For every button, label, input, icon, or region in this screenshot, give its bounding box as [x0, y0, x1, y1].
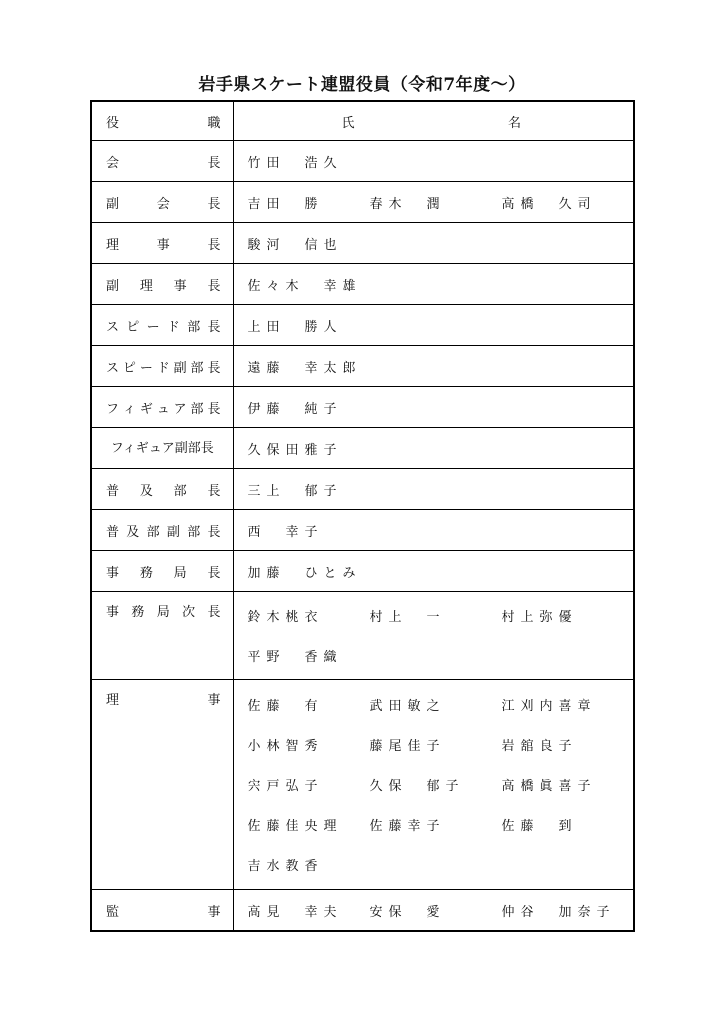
names-line [248, 596, 622, 636]
role-char: 普 [106, 483, 120, 499]
role-char: ー [146, 319, 160, 335]
person-name: 小林智秀 [247, 739, 324, 754]
names-line [248, 551, 622, 591]
names-line [248, 346, 622, 386]
table-row [91, 890, 634, 932]
person-name: 高橋 久司 [501, 196, 597, 212]
person-name: 春木 潤 [369, 196, 446, 212]
role-char: 長 [207, 565, 221, 581]
person-name: 伊藤 純子 [247, 401, 343, 417]
person-name: 吉水教香 [247, 859, 324, 874]
role-char: 長 [207, 196, 221, 212]
role-char: 理 [106, 237, 120, 253]
person-name: 駿河 信也 [247, 237, 343, 253]
role-char: 務 [139, 565, 153, 581]
role-cell [91, 223, 233, 264]
names-line [248, 387, 622, 427]
names-line [248, 685, 622, 725]
role-char: 部 [146, 524, 160, 540]
table-row [91, 551, 634, 592]
role-char: ド [156, 360, 170, 376]
person-name: 高橋眞喜子 [501, 779, 597, 794]
person-name: 江刈内喜章 [501, 699, 597, 714]
names-cell [233, 264, 634, 305]
role-char: 長 [207, 483, 221, 499]
names-line [248, 141, 622, 181]
names-cell [233, 592, 634, 680]
role-char: 長 [207, 524, 221, 540]
role-char: 次 [182, 605, 196, 620]
header-role-char: 役 [106, 115, 120, 131]
person-name: 岩舘良子 [501, 739, 578, 754]
names-cell [233, 305, 634, 346]
role-char: 長 [207, 155, 221, 171]
role-cell [91, 182, 233, 223]
role-char: 会 [156, 196, 170, 212]
role-char: 副 [106, 278, 120, 294]
role-char: ギ [139, 401, 153, 417]
header-name-char: 氏 [341, 115, 355, 131]
names-line [248, 725, 622, 765]
role-label: フィギュア副部長 [110, 440, 214, 456]
role-char: 長 [207, 237, 221, 253]
role-char: 事 [173, 278, 187, 294]
role-cell [91, 551, 233, 592]
role-cell [91, 387, 233, 428]
header-name-cell [233, 101, 634, 141]
names-line [248, 264, 622, 304]
role-char: ー [139, 360, 153, 376]
role-char: 長 [207, 360, 221, 376]
role-cell [91, 592, 233, 680]
role-cell [91, 890, 233, 932]
person-name: 上田 勝人 [247, 319, 343, 335]
names-line [248, 890, 622, 930]
names-line [248, 223, 622, 263]
names-cell [233, 387, 634, 428]
names-cell [233, 346, 634, 387]
names-line [248, 765, 622, 805]
person-name: 加藤 ひとみ [247, 565, 362, 581]
table-row [91, 305, 634, 346]
role-char: ア [173, 401, 187, 417]
role-char: 理 [106, 693, 120, 708]
role-char: 副 [106, 196, 120, 212]
role-cell [91, 428, 233, 469]
person-name: 鈴木桃衣 [247, 610, 324, 625]
table-row [91, 387, 634, 428]
table-row [91, 346, 634, 387]
person-name: 久保 郁子 [369, 779, 465, 794]
names-line [248, 305, 622, 345]
role-char: 長 [207, 401, 221, 417]
person-name: 平野 香織 [247, 650, 343, 665]
person-name: 吉田 勝 [247, 196, 324, 212]
role-char: 長 [207, 319, 221, 335]
person-name: 藤尾佳子 [369, 739, 446, 754]
role-char: ュ [156, 401, 170, 417]
table-row [91, 592, 634, 680]
role-char: 事 [207, 904, 221, 920]
names-line [248, 805, 622, 845]
names-line [248, 469, 622, 509]
person-name: 佐藤幸子 [369, 819, 446, 834]
names-cell [233, 510, 634, 551]
person-name: 西 幸子 [247, 524, 324, 540]
person-name: 佐藤 有 [247, 699, 324, 714]
role-char: ス [106, 319, 120, 335]
role-char: 副 [166, 524, 180, 540]
table-row [91, 141, 634, 182]
person-name: 佐藤佳央理 [247, 819, 343, 834]
role-char: 及 [139, 483, 153, 499]
names-cell [233, 223, 634, 264]
role-cell [91, 264, 233, 305]
role-char: 務 [131, 605, 145, 620]
role-char: 局 [173, 565, 187, 581]
person-name: 佐々木 幸雄 [247, 278, 362, 294]
role-cell [91, 510, 233, 551]
role-char: 普 [106, 524, 120, 540]
person-name: 安保 愛 [369, 904, 446, 920]
person-name: 遠藤 幸太郎 [247, 360, 362, 376]
table-row [91, 428, 634, 469]
role-char: ス [106, 360, 120, 376]
person-name: 佐藤 到 [501, 819, 578, 834]
role-char: 長 [207, 278, 221, 294]
person-name: 竹田 浩久 [247, 155, 343, 171]
names-cell [233, 890, 634, 932]
person-name: 村上 一 [369, 610, 446, 625]
role-char: 部 [187, 319, 201, 335]
person-name: 宍戸弘子 [247, 779, 324, 794]
header-name-char: 名 [507, 115, 521, 131]
person-name: 久保田雅子 [247, 442, 343, 458]
role-cell [91, 141, 233, 182]
role-cell [91, 469, 233, 510]
role-char: 事 [106, 565, 120, 581]
role-char: 事 [207, 693, 221, 708]
table-row [91, 469, 634, 510]
names-line [248, 845, 622, 885]
role-char: ィ [122, 401, 136, 417]
names-cell [233, 428, 634, 469]
role-char: 監 [106, 904, 120, 920]
role-char: 会 [106, 155, 120, 171]
page-title: 岩手県スケート連盟役員（令和7年度～） [198, 75, 526, 95]
role-cell [91, 680, 233, 890]
role-char: 及 [126, 524, 140, 540]
header-role-cell [91, 101, 233, 141]
names-line [248, 510, 622, 550]
person-name: 三上 郁子 [247, 483, 343, 499]
role-char: 部 [190, 401, 204, 417]
table-row [91, 510, 634, 551]
role-cell [91, 346, 233, 387]
role-char: フ [106, 401, 120, 417]
role-char: 事 [106, 605, 120, 620]
table-row [91, 182, 634, 223]
role-cell [91, 305, 233, 346]
person-name: 武田敏之 [369, 699, 446, 714]
role-char: 事 [156, 237, 170, 253]
role-char: 部 [187, 524, 201, 540]
table-header-row [91, 101, 634, 141]
names-cell [233, 469, 634, 510]
names-cell [233, 141, 634, 182]
table-row [91, 680, 634, 890]
names-cell [233, 551, 634, 592]
role-char: 部 [173, 483, 187, 499]
role-char: 局 [156, 605, 170, 620]
person-name: 高見 幸夫 [247, 904, 343, 920]
role-char: 長 [207, 605, 221, 620]
person-name: 村上弥優 [501, 610, 578, 625]
role-char: ピ [122, 360, 136, 376]
role-char: 部 [190, 360, 204, 376]
names-line [248, 428, 622, 468]
role-char: ピ [126, 319, 140, 335]
names-cell [233, 680, 634, 890]
role-char: 理 [139, 278, 153, 294]
role-char: ド [166, 319, 180, 335]
names-line [248, 636, 622, 676]
table-row [91, 223, 634, 264]
names-cell [233, 182, 634, 223]
table-row [91, 264, 634, 305]
header-role-char: 職 [207, 115, 221, 131]
officers-table [90, 100, 635, 932]
names-line [248, 182, 622, 222]
role-char: 副 [173, 360, 187, 376]
person-name: 仲谷 加奈子 [501, 904, 616, 920]
